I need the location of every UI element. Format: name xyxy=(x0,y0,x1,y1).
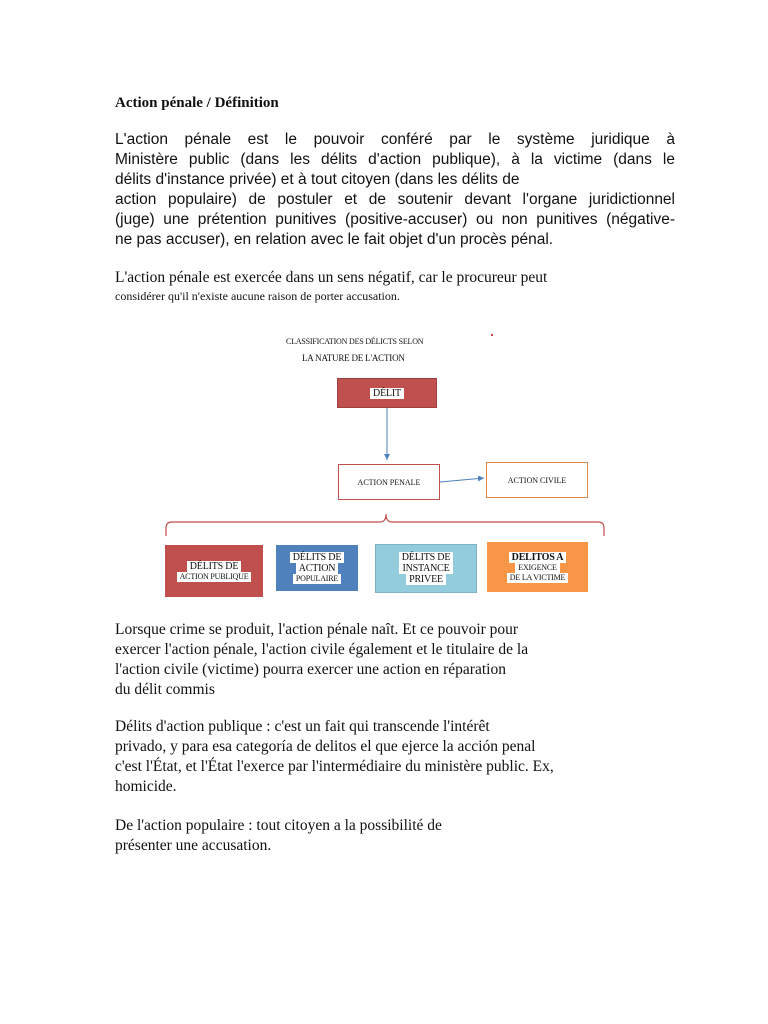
page-title: Action pénale / Définition xyxy=(115,95,279,111)
diagram-title-line2: LA NATURE DE L'ACTION xyxy=(302,353,405,363)
category-line: DELITOS A xyxy=(509,552,567,563)
text-line: présenter une accusation. xyxy=(115,837,272,854)
text-line: l'action civile (victime) pourra exercer une action en réparation xyxy=(115,661,506,678)
text-line: Ministère public (dans les délits d'action publique), à la victime (dans le xyxy=(115,151,675,168)
text-line: action populaire) de postuler et de soutenir devant l'organe juridictionnel xyxy=(115,191,675,208)
text-line: c'est l'État, et l'État l'exerce par l'intermédiaire du ministère public. Ex, xyxy=(115,758,554,775)
category-line: PRIVEE xyxy=(406,574,446,585)
delit-label: DÉLIT xyxy=(370,388,404,399)
text-line: privado, y para esa categoría de delitos el que ejerce la acción penal xyxy=(115,738,536,755)
arrow-penale-to-civile xyxy=(440,478,484,482)
category-line: POPULAIRE xyxy=(293,574,341,584)
delit-box xyxy=(337,378,437,408)
text-line: De l'action populaire : tout citoyen a la possibilité de xyxy=(115,817,442,834)
category-exigence-victime xyxy=(487,542,588,592)
populaire-paragraph xyxy=(115,816,535,856)
category-instance-privee xyxy=(375,544,477,593)
action-civile-label: ACTION CIVILE xyxy=(507,475,567,485)
text-line: L'action pénale est exercée dans un sens négatif, car le procureur peut xyxy=(115,269,548,286)
action-penale-label: ACTION PENALE xyxy=(357,477,421,487)
category-line: ACTION xyxy=(296,563,339,574)
publique-paragraph xyxy=(115,717,585,797)
text-line: Délits d'action publique : c'est un fait qui transcende l'intérêt xyxy=(115,718,490,735)
text-line: L'action pénale est le pouvoir conféré par le système juridique à xyxy=(115,131,675,148)
text-line: (juge) une prétention punitives (positive-accuser) ou non punitives (négative- xyxy=(115,211,675,228)
text-line: exercer l'action pénale, l'action civile également et le titulaire de la xyxy=(115,641,529,658)
category-bracket xyxy=(166,514,604,536)
text-line: du délit commis xyxy=(115,681,215,698)
category-line: DÉLITS DE xyxy=(290,552,344,563)
action-penale-box xyxy=(338,464,440,500)
category-action-publique xyxy=(165,545,263,597)
category-line: DÉLITS DE xyxy=(399,552,453,563)
diagram-title-line1: CLASSIFICATION DES DÉLICTS SELON xyxy=(286,337,424,346)
text-line: délits d'instance privée) et à tout citoyen (dans les délits de xyxy=(115,171,520,188)
crime-paragraph xyxy=(115,620,585,700)
category-line: DÉLITS DE xyxy=(187,561,241,572)
category-action-populaire xyxy=(276,545,358,591)
category-line: INSTANCE xyxy=(399,563,452,574)
text-line: ne pas accuser), en relation avec le fait objet d'un procès pénal. xyxy=(115,231,554,248)
text-line: homicide. xyxy=(115,778,177,795)
text-line: Lorsque crime se produit, l'action pénale naît. Et ce pouvoir pour xyxy=(115,621,519,638)
text-line: considérer qu'il n'existe aucune raison de porter accusation. xyxy=(115,289,400,303)
category-line: ACTION PUBLIQUE xyxy=(177,572,252,582)
action-civile-box xyxy=(486,462,588,498)
category-line: DE LA VICTIME xyxy=(507,573,568,583)
category-line: EXIGENCE xyxy=(515,563,559,573)
